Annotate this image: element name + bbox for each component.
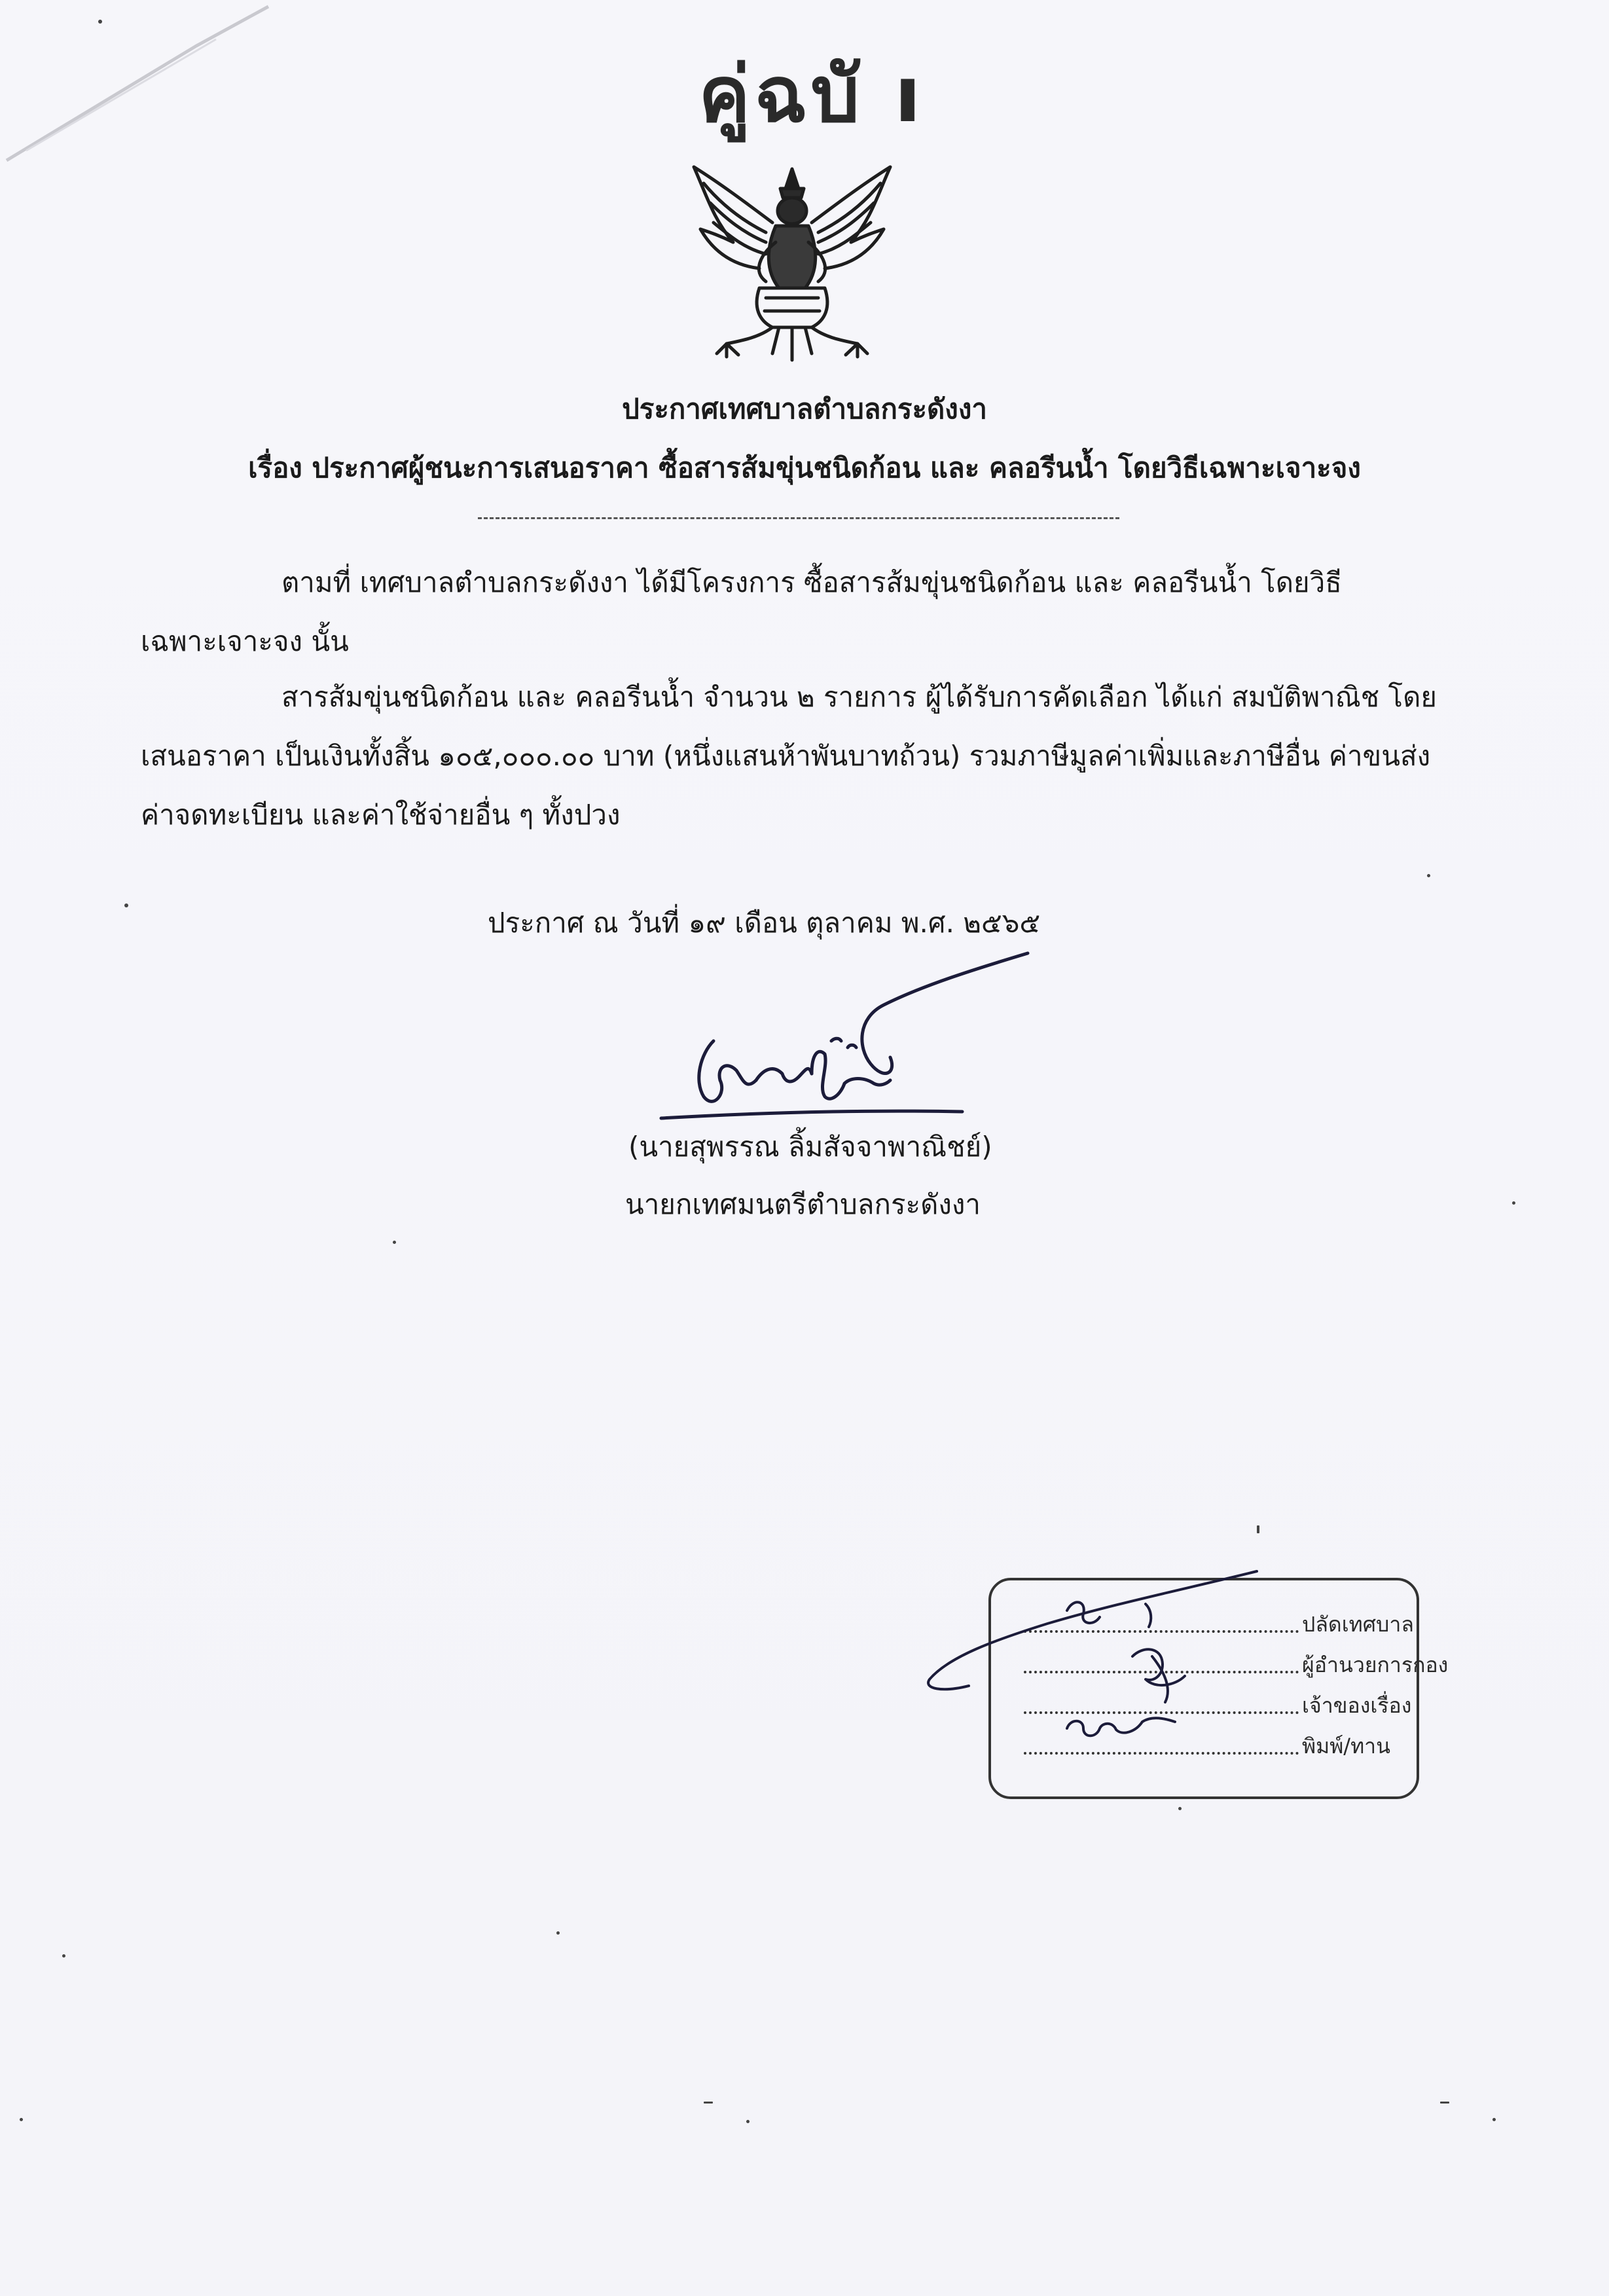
paper-speck [62,1954,65,1958]
signatory-name: (นายสุพรรณ ลิ้มสัจจาพาณิชย์) [628,1131,992,1163]
paper-speck [1512,1201,1515,1205]
routing-row-label: ปลัดเทศบาล [1302,1612,1414,1637]
body-paragraph-1-line-2: เฉพาะเจาะจง นั้น [141,625,349,657]
signatory-title: นายกเทศมนตรีตำบลกระดังงา [625,1188,981,1220]
paper-speck [20,2118,23,2121]
paper-speck [1178,1807,1182,1810]
announcement-issuer: ประกาศเทศบาลตำบลกระดังงา [622,393,987,425]
body-paragraph-2-line-1: สารส้มขุ่นชนิดก้อน และ คลอรีนน้ำ จำนวน ๒ รายการ ผู้ได้รับการคัดเลือก ได้แก่ สมบัติพาณิช โดย [281,681,1437,713]
paper-speck [1440,2102,1449,2104]
paper-speck [746,2120,750,2123]
body-paragraph-2-line-3: ค่าจดทะเบียน และค่าใช้จ่ายอื่น ๆ ทั้งปวง [141,799,621,831]
signatory-signature [622,949,1047,1139]
paper-speck [1427,874,1430,877]
garuda-emblem-icon [681,157,903,367]
paper-speck [124,903,128,907]
routing-row-label: เจ้าของเรื่อง [1302,1693,1412,1718]
routing-row-label: ผู้อำนวยการกอง [1302,1652,1449,1677]
paper-speck [1492,2118,1496,2121]
paper-speck [98,20,102,24]
copy-stamp: คู่ฉบั ı [698,49,925,139]
page-fold-mark [0,0,275,170]
body-paragraph-1-line-1: ตามที่ เทศบาลตำบลกระดังงา ได้มีโครงการ ซื้อสารส้มขุ่นชนิดก้อน และ คลอรีนน้ำ โดยวิธี [281,566,1342,598]
routing-row-label: พิมพ์/ทาน [1302,1734,1390,1758]
announcement-subject: เรื่อง ประกาศผู้ชนะการเสนอราคา ซื้อสารส้มขุ่นชนิดก้อน และ คลอรีนน้ำ โดยวิธีเฉพาะเจาะจง [248,452,1361,484]
paper-speck [704,2102,713,2104]
announcement-date: ประกาศ ณ วันที่ ๑๙ เดือน ตุลาคม พ.ศ. ๒๕๖๕ [488,907,1041,939]
paper-speck [1257,1525,1259,1533]
routing-initials [916,1558,1283,1768]
paper-speck [393,1241,396,1244]
paper-speck [556,1931,560,1935]
title-divider [478,517,1119,519]
body-paragraph-2-line-2: เสนอราคา เป็นเงินทั้งสิ้น ๑๐๕,๐๐๐.๐๐ บาท (หนึ่งแสนห้าพันบาทถ้วน) รวมภาษีมูลค่าเพิ่มและภาษีอื่น ค่าขนส่ง [141,740,1431,772]
